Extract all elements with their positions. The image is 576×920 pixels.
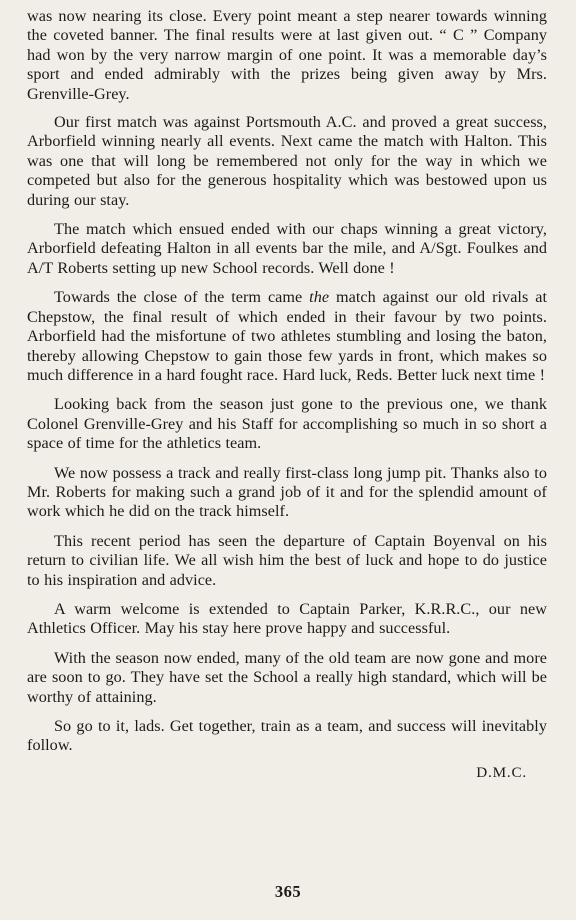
- signature: D.M.C.: [476, 763, 527, 781]
- paragraph-closing: So go to it, lads. Get together, train as a team, and success will inevitably follow.: [27, 717, 547, 755]
- paragraph-departure: This recent period has seen the departure of Captain Boyenval on his return to civilian life. We all wish him the best of luck and hope to do justice to his inspiration and advice.: [27, 531, 547, 589]
- paragraph-welcome: A warm welcome is extended to Captain Parker, K.R.R.C., our new Athletics Officer. May his stay here prove happy and successful.: [27, 599, 547, 638]
- paragraph-chepstow-after: match against our old rivals at Chepstow, the final result of which ended in their favour by two points. Arborfield had the misfortune of two athletes stumbling and losing the baton, thereby allowing Chepstow to gain those few yards in front, which makes so much difference in a hard fought race. Hard luck, Reds. Better luck next time !: [27, 288, 547, 384]
- paragraph-first-match: Our first match was against Portsmouth A.C. and proved a great success, Arborfield winning nearly all events. Next came the match with Halton. This was one that will long be remembered not only for the way in which we competed but also for the generous hospitality which was bestowed upon us during our stay.: [27, 113, 547, 209]
- paragraph-season-ended: With the season now ended, many of the old team are now gone and more are soon to go. They have set the School a really high standard, which will be worthy of attaining.: [27, 648, 547, 706]
- paragraph-chepstow-before: Towards the close of the term came: [54, 288, 310, 307]
- page-number: 365: [274, 882, 302, 901]
- paragraph-season-close: was now nearing its close. Every point meant a step nearer towards winning the coveted banner. The final results were at last given out. “ C ” Company had won by the very narrow margin of one point. It was a memorable day’s sport and ended admirably with the prizes being given away by Mrs. Grenville-Grey.: [27, 7, 547, 103]
- paragraph-halton-victory: The match which ensued ended with our chaps winning a great victory, Arborfield defeating Halton in all events bar the mile, and A/Sgt. Foulkes and A/T Roberts setting up new School records. Well done !: [27, 220, 547, 277]
- paragraph-chepstow-emphasis: the: [309, 288, 330, 307]
- paragraph-looking-back: Looking back from the season just gone to the previous one, we thank Colonel Grenville-Grey and his Staff for accomplishing so much in so short a space of time for the athletics team.: [27, 395, 547, 453]
- paragraph-track: We now possess a track and really first-class long jump pit. Thanks also to Mr. Roberts for making such a grand job of it and for the splendid amount of work which he did on the track himself.: [27, 463, 547, 521]
- paragraph-chepstow-match: [27, 288, 547, 385]
